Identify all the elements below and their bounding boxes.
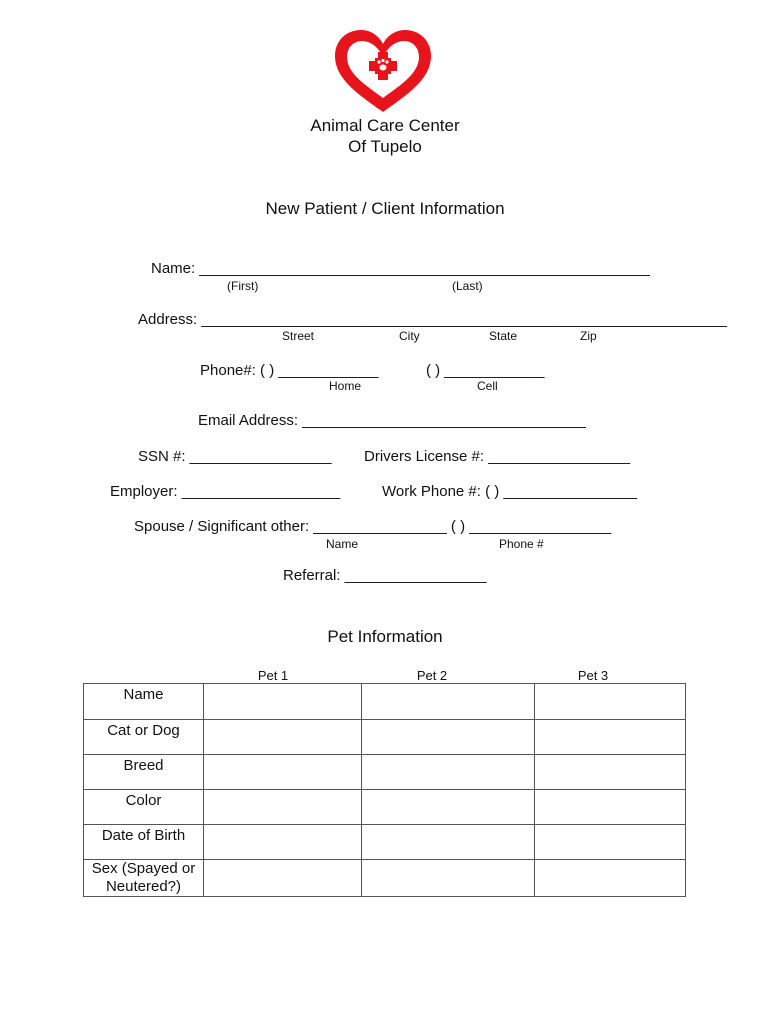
row-label-dob: Date of Birth: [84, 825, 204, 860]
spouse-field[interactable]: Spouse / Significant other: ________________ ( ) _________________: [134, 518, 612, 535]
pet-1-breed-cell[interactable]: [204, 755, 362, 790]
phone-cell-caption: Cell: [477, 379, 498, 393]
pet-2-header: Pet 2: [416, 668, 448, 683]
pet-2-sex-cell[interactable]: [362, 860, 535, 897]
pet-1-species-cell[interactable]: [204, 720, 362, 755]
pet-2-species-cell[interactable]: [362, 720, 535, 755]
name-first-caption: (First): [227, 279, 259, 293]
address-field[interactable]: Address: _______________________________________________________________: [138, 311, 727, 328]
row-label-sex: Sex (Spayed or Neutered?): [84, 860, 204, 897]
row-label-name: Name: [84, 684, 204, 720]
pet-1-color-cell[interactable]: [204, 790, 362, 825]
heart-paw-cross-logo: [331, 28, 435, 114]
cell-phone-field[interactable]: ( ) ____________: [426, 362, 545, 379]
ssn-field[interactable]: SSN #: _________________: [138, 448, 332, 465]
table-row: [84, 684, 686, 720]
pet-section-title: Pet Information: [327, 627, 443, 646]
address-city-caption: City: [399, 329, 420, 343]
table-row: [84, 825, 686, 860]
row-label-color: Color: [84, 790, 204, 825]
pet-1-dob-cell[interactable]: [204, 825, 362, 860]
pet-3-species-cell[interactable]: [535, 720, 686, 755]
referral-field[interactable]: Referral: _________________: [283, 567, 487, 584]
pet-3-color-cell[interactable]: [535, 790, 686, 825]
name-field[interactable]: Name: ______________________________________________________: [151, 260, 650, 277]
spouse-phone-caption: Phone #: [499, 537, 544, 551]
clinic-location: Of Tupelo: [348, 137, 422, 156]
address-zip-caption: Zip: [580, 329, 597, 343]
pet-3-sex-cell[interactable]: [535, 860, 686, 897]
row-label-species: Cat or Dog: [84, 720, 204, 755]
form-title: New Patient / Client Information: [265, 199, 505, 218]
pet-1-sex-cell[interactable]: [204, 860, 362, 897]
address-state-caption: State: [489, 329, 518, 343]
employer-field[interactable]: Employer: ___________________: [110, 483, 341, 500]
pet-2-color-cell[interactable]: [362, 790, 535, 825]
pet-2-breed-cell[interactable]: [362, 755, 535, 790]
table-row: [84, 720, 686, 755]
name-last-caption: (Last): [452, 279, 483, 293]
pet-3-header: Pet 3: [577, 668, 609, 683]
drivers-license-field[interactable]: Drivers License #: _________________: [364, 448, 631, 465]
table-row: [84, 790, 686, 825]
pet-1-header: Pet 1: [257, 668, 289, 683]
pet-3-breed-cell[interactable]: [535, 755, 686, 790]
work-phone-field[interactable]: Work Phone #: ( ) ________________: [382, 483, 637, 500]
clinic-name: Animal Care Center: [310, 116, 460, 135]
address-street-caption: Street: [282, 329, 315, 343]
pet-3-dob-cell[interactable]: [535, 825, 686, 860]
table-row: [84, 755, 686, 790]
home-phone-field[interactable]: Phone#: ( ) ____________: [200, 362, 379, 379]
row-label-breed: Breed: [84, 755, 204, 790]
pet-2-name-cell[interactable]: [362, 684, 535, 720]
pet-3-name-cell[interactable]: [535, 684, 686, 720]
pet-info-table: [83, 683, 686, 897]
table-row: [84, 860, 686, 897]
phone-home-caption: Home: [329, 379, 362, 393]
pet-2-dob-cell[interactable]: [362, 825, 535, 860]
email-field[interactable]: Email Address: __________________________________: [198, 412, 586, 429]
spouse-name-caption: Name: [326, 537, 359, 551]
pet-1-name-cell[interactable]: [204, 684, 362, 720]
